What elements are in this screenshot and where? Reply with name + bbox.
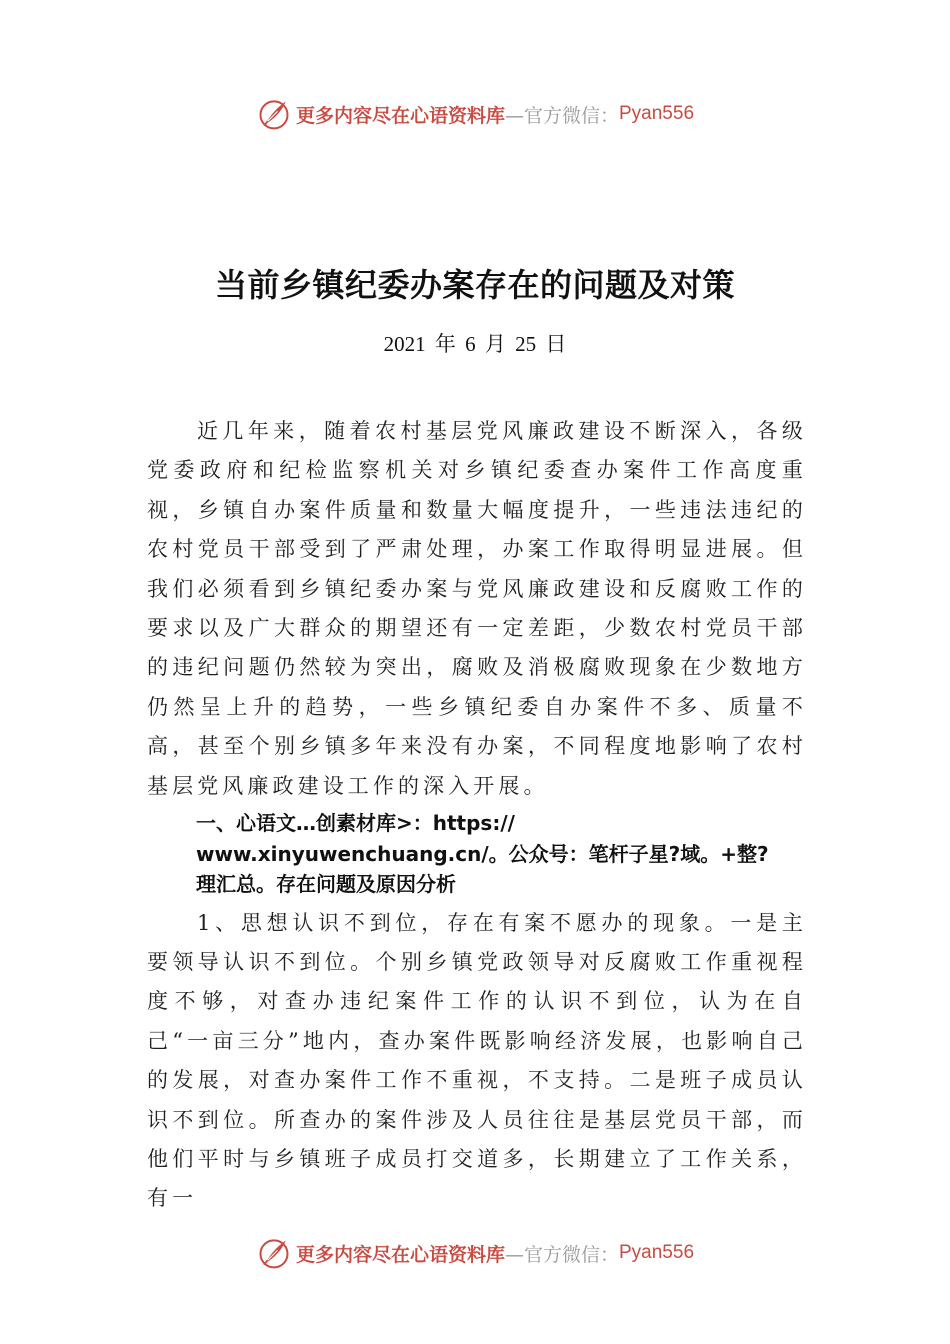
- watermark-handle: Pyan556: [619, 1242, 695, 1263]
- body-paragraph-intro: 近几年来，随着农村基层党风廉政建设不断深入，各级党委政府和纪检监察机关对乡镇纪委查办案件工作高度重视，乡镇自办案件质量和数量大幅度提升，一些违法违纪的农村党员干部受到了严肃处理，办案工作取得明显进展。但我们必须看到乡镇纪委办案与党风廉政建设和反腐败工作的要求以及广大群众的期望还有一定差距，少数农村党员干部的违纪问题仍然较为突出，腐败及消极腐败现象在少数地方仍然呈上升的趋势，一些乡镇纪委自办案件不多、质量不高，甚至个别乡镇多年来没有办案，不同程度地影响了农村基层党风廉政建设工作的深入开展。: [147, 419, 807, 798]
- section-heading-line-1: 一、心语文…创素材库>：https://: [196, 811, 515, 836]
- section-heading-line-3: 理汇总。存在问题及原因分析: [196, 872, 456, 897]
- section-heading-line-2: www.xinyuwenchuang.cn/。公众号：笔杆子星?域。+整?: [196, 841, 769, 866]
- watermark-separator: —官方微信：: [504, 104, 619, 127]
- document-date: 2021 年 6 月 25 日: [383, 332, 567, 356]
- quill-pen-logo-icon: [256, 96, 292, 132]
- watermark-header: [0, 94, 950, 134]
- body-paragraph-1: 1、思想认识不到位，存在有案不愿办的现象。一是主要领导认识不到位。个别乡镇党政领导对反腐败工作重视程度不够，对查办违纪案件工作的认识不到位，认为在自己“一亩三分”地内，查办案件既影响经济发展，也影响自己的发展，对查办案件工作不重视，不支持。二是班子成员认识不到位。所查办的案件涉及人员往往是基层党员干部，而他们平时与乡镇班子成员打交道多，长期建立了工作关系，有一: [147, 910, 807, 1211]
- watermark-footer: [0, 1233, 950, 1273]
- section-heading: [147, 808, 807, 900]
- watermark-main-text: 更多内容尽在心语资料库: [295, 1243, 505, 1266]
- document-title: 当前乡镇纪委办案存在的问题及对策: [214, 266, 735, 304]
- watermark-main-text: 更多内容尽在心语资料库: [295, 104, 505, 127]
- quill-pen-logo-icon: [256, 1235, 292, 1271]
- watermark-separator: —官方微信：: [504, 1243, 619, 1266]
- document-body: [147, 412, 807, 1219]
- watermark-handle: Pyan556: [619, 103, 695, 124]
